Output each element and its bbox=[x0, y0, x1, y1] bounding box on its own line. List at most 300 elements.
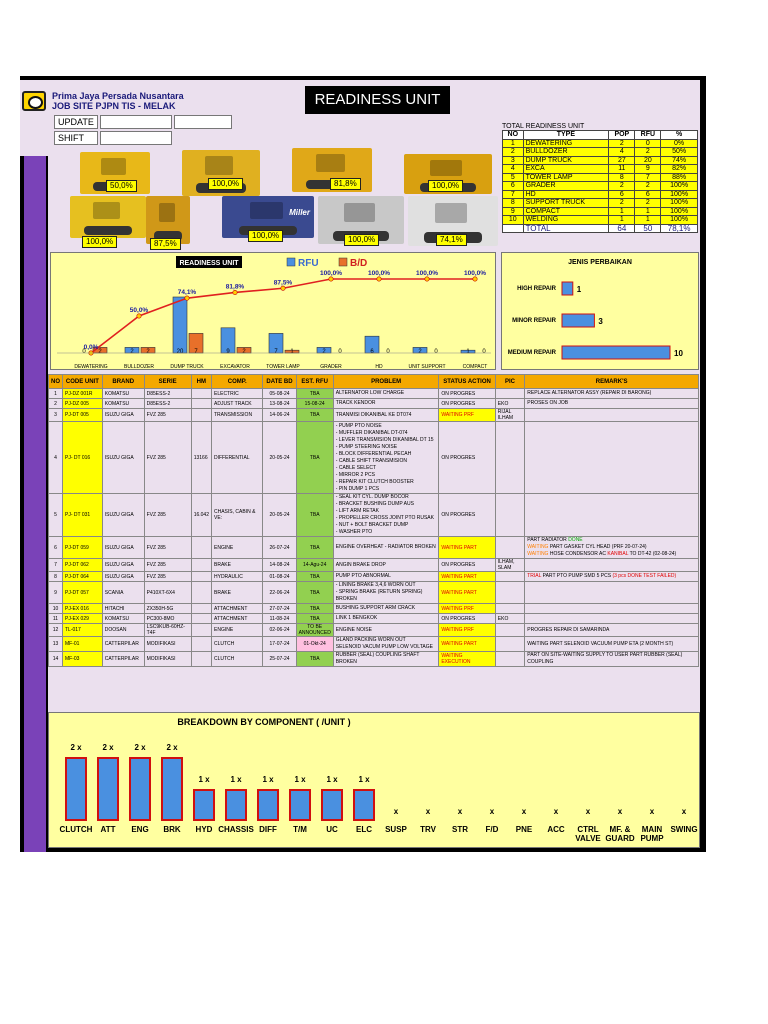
total-cell: 4 bbox=[503, 165, 524, 174]
component-count: 1 x bbox=[358, 775, 370, 784]
remark-text: PART RADIATOR bbox=[527, 537, 569, 544]
table-row bbox=[49, 537, 699, 559]
remark-text: REPLACE ALTERNATOR ASSY (REPAIR DI BARONG) bbox=[527, 390, 652, 396]
problem bbox=[333, 399, 439, 409]
unit-serie: PC300-8MO bbox=[144, 614, 191, 624]
remark-text: WAITING PART SELENOID VACUUM PUMP ETA (2 MONTH ST) bbox=[527, 640, 674, 647]
pic bbox=[495, 582, 524, 604]
total-cell: TOWER LAMP bbox=[523, 173, 609, 182]
total-cell: 4 bbox=[609, 148, 635, 157]
pic bbox=[495, 604, 524, 614]
remark-suffix: TO DT-42 (02-08-24) bbox=[628, 551, 677, 558]
component-bar-0 bbox=[65, 757, 87, 821]
component: CLUTCH bbox=[212, 637, 263, 652]
remark-line bbox=[527, 551, 696, 558]
total-cell: WELDING bbox=[523, 216, 609, 225]
component-count: 1 x bbox=[326, 775, 338, 784]
remarks bbox=[525, 559, 699, 572]
unit-hm bbox=[191, 389, 211, 399]
line-point bbox=[377, 277, 381, 281]
component-count: x bbox=[393, 807, 399, 816]
remarks bbox=[525, 409, 699, 422]
problem-line: - MIRROR 2 PCS bbox=[335, 471, 375, 478]
line-point-label: 74,1% bbox=[177, 289, 197, 297]
pic bbox=[495, 537, 524, 559]
remarks bbox=[525, 422, 699, 494]
est-rfu: TBA bbox=[296, 389, 333, 399]
table-header-cell: PROBLEM bbox=[333, 375, 439, 389]
page-title: READINESS UNIT bbox=[305, 86, 450, 114]
table-row bbox=[49, 409, 699, 422]
total-cell: COMPACT bbox=[523, 207, 609, 216]
pic bbox=[495, 389, 524, 399]
component: ELECTRIC bbox=[212, 389, 263, 399]
unit-brand: ISUZU GIGA bbox=[102, 559, 144, 572]
total-cell: 100% bbox=[661, 182, 698, 191]
total-cell: SUPPORT TRUCK bbox=[523, 199, 609, 208]
unit-code: PJ-DT 005 bbox=[63, 409, 103, 422]
status-action: ON PROGRES bbox=[439, 389, 495, 399]
table-header-cell: STATUS ACTION bbox=[439, 375, 495, 389]
date-bd: 11-08-24 bbox=[263, 614, 296, 624]
legend-swatch bbox=[339, 258, 347, 266]
component-count: x bbox=[617, 807, 623, 816]
welding-readiness-pct: 100,0% bbox=[248, 230, 283, 242]
unit-brand: ISUZU GIGA bbox=[102, 409, 144, 422]
total-cell: 0 bbox=[635, 139, 661, 148]
total-cell: 100% bbox=[661, 216, 698, 225]
remarks bbox=[525, 624, 699, 637]
line-point bbox=[137, 314, 141, 318]
total-header-cell: NO bbox=[503, 131, 524, 140]
status-action: ON PROGRES bbox=[439, 399, 495, 409]
hd-readiness-pct: 74,1% bbox=[436, 234, 467, 246]
total-cell: 1 bbox=[609, 207, 635, 216]
bar-value-label: 0 bbox=[434, 349, 438, 355]
readiness-chart bbox=[51, 253, 497, 371]
total-row bbox=[503, 173, 698, 182]
row-no: 5 bbox=[49, 494, 63, 537]
component-count: 1 x bbox=[198, 775, 210, 784]
total-cell: 2 bbox=[609, 182, 635, 191]
repair-bar-value: 1 bbox=[576, 285, 582, 294]
remark-line bbox=[527, 652, 696, 666]
total-header-row bbox=[503, 131, 698, 140]
component-label: DIFF bbox=[259, 825, 277, 834]
table-row bbox=[49, 614, 699, 624]
bar-value-label: 2 bbox=[98, 349, 102, 355]
status-action: WAITING PRF bbox=[439, 604, 495, 614]
remark-line bbox=[527, 390, 696, 397]
repair-bar-value: 3 bbox=[598, 317, 603, 326]
repair-bar-value: 10 bbox=[674, 349, 683, 358]
grader-readiness-pct: 100,0% bbox=[208, 178, 243, 190]
repair-bar-0 bbox=[562, 282, 573, 295]
date-bd: 20-05-24 bbox=[263, 422, 296, 494]
est-rfu: TBA bbox=[296, 572, 333, 582]
bar-value-label: 7 bbox=[194, 349, 198, 355]
component: CLUTCH bbox=[212, 652, 263, 667]
remark-highlight: KANIBAL bbox=[607, 551, 629, 558]
component-label: SWING bbox=[670, 825, 698, 834]
component: ENGINE bbox=[212, 537, 263, 559]
repair-type-chart bbox=[502, 253, 700, 371]
unit-brand: CATTERPILAR bbox=[102, 652, 144, 667]
total-row bbox=[503, 199, 698, 208]
total-cell: 20 bbox=[635, 156, 661, 165]
component-label: PNE bbox=[515, 825, 533, 834]
component: CHASIS, CABIN & VE: bbox=[212, 494, 263, 537]
unit-serie: FVZ 285 bbox=[144, 494, 191, 537]
unit-serie: FVZ 285 bbox=[144, 422, 191, 494]
component: ADJUST TRACK bbox=[212, 399, 263, 409]
repair-category-label: MEDIUM REPAIR bbox=[507, 350, 556, 356]
unit-code: MF-03 bbox=[63, 652, 103, 667]
problem-line: - PUMP PTO NOISE bbox=[335, 422, 382, 429]
row-no: 11 bbox=[49, 614, 63, 624]
unit-serie: FVZ 285 bbox=[144, 572, 191, 582]
total-cell: DEWATERING bbox=[523, 139, 609, 148]
unit-hm bbox=[191, 582, 211, 604]
unit-brand: KOMATSU bbox=[102, 389, 144, 399]
category-label: EXCAVATOR bbox=[220, 364, 250, 370]
component-label: CHASSIS bbox=[218, 825, 254, 834]
remarks bbox=[525, 389, 699, 399]
component-count: x bbox=[585, 807, 591, 816]
total-footer-cell: TOTAL bbox=[523, 224, 609, 233]
row-no: 1 bbox=[49, 389, 63, 399]
table-row bbox=[49, 604, 699, 614]
total-row bbox=[503, 165, 698, 174]
table-row bbox=[49, 422, 699, 494]
total-cell: GRADER bbox=[523, 182, 609, 191]
legend-label: RFU bbox=[298, 258, 319, 269]
unit-serie: FVZ 285 bbox=[144, 409, 191, 422]
total-cell: 1 bbox=[635, 216, 661, 225]
table-row bbox=[49, 624, 699, 637]
status-action: ON PROGRES bbox=[439, 614, 495, 624]
total-cell: 100% bbox=[661, 207, 698, 216]
component-count: 2 x bbox=[102, 743, 114, 752]
problem-line: - PUMP STEERING NOISE bbox=[335, 443, 398, 450]
problem bbox=[333, 572, 439, 582]
date-bd: 20-05-24 bbox=[263, 494, 296, 537]
remark-prefix: WAITING bbox=[527, 544, 550, 551]
unit-code: PJ-DZ 001R bbox=[63, 389, 103, 399]
problem-line: ENGINE NOISE bbox=[335, 626, 372, 633]
row-no: 2 bbox=[49, 399, 63, 409]
tower-lamp-readiness-pct: 87,5% bbox=[150, 238, 181, 250]
component-label: F/D bbox=[485, 825, 499, 834]
pic bbox=[495, 652, 524, 667]
problem bbox=[333, 582, 439, 604]
est-rfu: TBA bbox=[296, 604, 333, 614]
category-label: BULLDOZER bbox=[123, 364, 155, 370]
total-cell: 100% bbox=[661, 199, 698, 208]
table-header-cell: SERIE bbox=[144, 375, 191, 389]
repair-category-label: MINOR REPAIR bbox=[512, 318, 556, 324]
total-cell: 9 bbox=[503, 207, 524, 216]
unit-code: TL-017 bbox=[63, 624, 103, 637]
unit-hm: 13166 bbox=[191, 422, 211, 494]
bar-value-label: 0 bbox=[82, 349, 86, 355]
line-point-label: 81,8% bbox=[225, 283, 245, 291]
table-header-cell: COMP. bbox=[212, 375, 263, 389]
total-cell: 6 bbox=[635, 190, 661, 199]
update-field[interactable] bbox=[100, 115, 172, 129]
total-cell: 5 bbox=[503, 173, 524, 182]
shift-field[interactable] bbox=[100, 131, 172, 145]
component-label: CLUTCH bbox=[59, 825, 93, 834]
readiness-chart-panel bbox=[50, 252, 496, 370]
problem-line: - SEAL KIT CYL. DUMP BOCOR bbox=[335, 494, 409, 501]
unit-code: PJ-DT 064 bbox=[63, 572, 103, 582]
line-point bbox=[473, 277, 477, 281]
total-header-cell: TYPE bbox=[523, 131, 609, 140]
total-cell: 11 bbox=[609, 165, 635, 174]
problem bbox=[333, 537, 439, 559]
component: TRANSMISSION bbox=[212, 409, 263, 422]
unit-hm bbox=[191, 537, 211, 559]
table-header-cell: PIC bbox=[495, 375, 524, 389]
unit-brand: ISUZU GIGA bbox=[102, 422, 144, 494]
row-no: 6 bbox=[49, 537, 63, 559]
job-site: JOB SITE PJPN TIS - MELAK bbox=[52, 101, 176, 111]
status-action: ON PROGRES bbox=[439, 422, 495, 494]
line-point bbox=[233, 290, 237, 294]
unit-brand: HITACHI bbox=[102, 604, 144, 614]
problem bbox=[333, 604, 439, 614]
component: BRAKE bbox=[212, 559, 263, 572]
component-bar-2 bbox=[129, 757, 151, 821]
component-panel bbox=[48, 712, 700, 848]
component-label: HYD bbox=[195, 825, 213, 834]
est-rfu: TBA bbox=[296, 494, 333, 537]
problem-line: - WASHER PTO bbox=[335, 529, 373, 536]
total-cell: 50% bbox=[661, 148, 698, 157]
total-footer-row bbox=[503, 224, 698, 233]
problem-line: SELENOID VACUM PUMP LOW VOLTAGE bbox=[335, 644, 433, 651]
chart-title: READINESS UNIT bbox=[179, 260, 239, 267]
component-count: 2 x bbox=[166, 743, 178, 752]
unit-hm bbox=[191, 614, 211, 624]
remark-text: PROGRES REPAIR DI SAMARINDA bbox=[527, 626, 610, 633]
bar-value-label: 2 bbox=[418, 349, 422, 355]
unit-hm bbox=[191, 652, 211, 667]
est-rfu: TBA bbox=[296, 409, 333, 422]
unit-code: PJ-DZ 005 bbox=[63, 399, 103, 409]
unit-code: PJ-DT 057 bbox=[63, 582, 103, 604]
bar-value-label: 7 bbox=[274, 349, 278, 355]
date-bd: 26-07-24 bbox=[263, 537, 296, 559]
pic bbox=[495, 494, 524, 537]
problem-line: - PIN DUMP 1 PCS bbox=[335, 485, 380, 492]
breakdown-table bbox=[48, 374, 699, 667]
line-point-label: 100,0% bbox=[319, 270, 343, 277]
unit-brand: DOOSAN bbox=[102, 624, 144, 637]
component-count: x bbox=[521, 807, 527, 816]
status-action: WAITING PRF bbox=[439, 624, 495, 637]
bar-value-label: 2 bbox=[130, 349, 134, 355]
table-row bbox=[49, 389, 699, 399]
unit-serie: MODIFIKASI bbox=[144, 652, 191, 667]
unit-hm bbox=[191, 637, 211, 652]
total-cell: 1 bbox=[609, 216, 635, 225]
pic: EKO bbox=[495, 399, 524, 409]
total-cell: 3 bbox=[503, 156, 524, 165]
remark-line bbox=[527, 641, 696, 648]
line-point-label: 50,0% bbox=[129, 307, 149, 314]
problem-line: TRACK KENDOR bbox=[335, 400, 376, 406]
unit-code: MF-01 bbox=[63, 637, 103, 652]
problem-line: BUSHING SUPPORT ARM CRACK bbox=[335, 605, 416, 612]
category-label: UNIT SUPPORT bbox=[408, 364, 446, 370]
unit-hm bbox=[191, 572, 211, 582]
unit-code: PJ-EX 016 bbox=[63, 604, 103, 614]
date-bd: 22-06-24 bbox=[263, 582, 296, 604]
component-count: 2 x bbox=[70, 743, 82, 752]
component-bar-9 bbox=[353, 789, 375, 821]
legend-swatch bbox=[287, 258, 295, 266]
problem bbox=[333, 614, 439, 624]
total-cell: 8 bbox=[609, 173, 635, 182]
unit-brand: SCANIA bbox=[102, 582, 144, 604]
total-cell: 7 bbox=[635, 173, 661, 182]
component-bar-3 bbox=[161, 757, 183, 821]
unit-hm: 16.042 bbox=[191, 494, 211, 537]
total-cell: 88% bbox=[661, 173, 698, 182]
line-point-label: 87,5% bbox=[273, 279, 293, 287]
date-bd: 25-07-24 bbox=[263, 652, 296, 667]
remarks bbox=[525, 582, 699, 604]
remarks bbox=[525, 637, 699, 652]
component: DIFFERENTIAL bbox=[212, 422, 263, 494]
table-header-cell: EST. RFU bbox=[296, 375, 333, 389]
line-point-label: 100,0% bbox=[415, 270, 439, 277]
row-no: 13 bbox=[49, 637, 63, 652]
unit-brand: KOMATSU bbox=[102, 614, 144, 624]
remarks bbox=[525, 652, 699, 667]
component-label: ACC bbox=[547, 825, 565, 834]
line-point-label: 100,0% bbox=[463, 270, 487, 277]
table-row bbox=[49, 582, 699, 604]
table-header-cell: BRAND bbox=[102, 375, 144, 389]
row-no: 10 bbox=[49, 604, 63, 614]
unit-brand: ISUZU GIGA bbox=[102, 572, 144, 582]
update-field-2[interactable] bbox=[174, 115, 232, 129]
table-header-cell: REMARK'S bbox=[525, 375, 699, 389]
table-header-cell: NO bbox=[49, 375, 63, 389]
unit-code: PJ-EX 029 bbox=[63, 614, 103, 624]
remark-line bbox=[527, 537, 696, 544]
problem-line: ALTERNATOR LOW CHARGE bbox=[335, 390, 405, 396]
total-row bbox=[503, 207, 698, 216]
component-bar-4 bbox=[193, 789, 215, 821]
status-action: WAITING PART bbox=[439, 637, 495, 652]
total-cell: 0% bbox=[661, 139, 698, 148]
bar-value-label: 2 bbox=[146, 349, 150, 355]
excavator-readiness-pct: 81,8% bbox=[330, 178, 361, 190]
component-label: TRV bbox=[420, 825, 436, 834]
company-logo bbox=[22, 91, 46, 111]
problem-line: - NUT + BOLT BRACKET DUMP bbox=[335, 522, 409, 529]
est-rfu: 14-Agu-24 bbox=[296, 559, 333, 572]
component-label: ENG bbox=[131, 825, 149, 834]
repair-chart-title: JENIS PERBAIKAN bbox=[568, 259, 632, 266]
dump-truck-readiness-pct: 100,0% bbox=[428, 180, 463, 192]
problem-line: - LEVER TRANSMISION DIKANIBAL DT 15 bbox=[335, 436, 434, 443]
table-header-cell: DATE BD bbox=[263, 375, 296, 389]
bar-value-label: 1 bbox=[466, 349, 470, 355]
component-count: x bbox=[457, 807, 463, 816]
unit-code: PJ-DT 059 bbox=[63, 537, 103, 559]
repair-bar-1 bbox=[562, 314, 594, 327]
date-bd: 27-07-24 bbox=[263, 604, 296, 614]
unit-serie: LSC9KUB-60HZ-T4F bbox=[144, 624, 191, 637]
unit-serie: MODIFIKASI bbox=[144, 637, 191, 652]
component-bar-5 bbox=[225, 789, 247, 821]
row-no: 3 bbox=[49, 409, 63, 422]
row-no: 4 bbox=[49, 422, 63, 494]
remark-prefix: TRIAL bbox=[527, 573, 542, 580]
total-row bbox=[503, 216, 698, 225]
total-cell: 74% bbox=[661, 156, 698, 165]
component-count: 1 x bbox=[294, 775, 306, 784]
component: ATTACHMENT bbox=[212, 614, 263, 624]
side-stripe bbox=[24, 156, 46, 852]
remark-text: PART ON SITE-WAITING SUPPLY TO USER PART RUBBER (SEAL) COUPLING bbox=[527, 652, 683, 666]
component: ATTACHMENT bbox=[212, 604, 263, 614]
component-chart bbox=[49, 713, 701, 849]
status-action: WAITING PRF bbox=[439, 409, 495, 422]
support-truck-readiness-pct: 100,0% bbox=[344, 234, 379, 246]
component-count: 1 x bbox=[230, 775, 242, 784]
total-cell: 2 bbox=[635, 182, 661, 191]
bar-rfu-2 bbox=[173, 297, 187, 353]
total-cell: 9 bbox=[635, 165, 661, 174]
est-rfu: TO BE ANNOUNCED bbox=[296, 624, 333, 637]
line-point bbox=[329, 277, 333, 281]
total-row bbox=[503, 148, 698, 157]
total-cell: 27 bbox=[609, 156, 635, 165]
status-action: WAITING PART bbox=[439, 582, 495, 604]
total-readiness-title: TOTAL READINESS UNIT bbox=[502, 123, 585, 130]
component-label: ATT bbox=[100, 825, 116, 834]
est-rfu: TBA bbox=[296, 582, 333, 604]
component-count: 2 x bbox=[134, 743, 146, 752]
total-cell: 10 bbox=[503, 216, 524, 225]
unit-code: PJ- DT 016 bbox=[63, 422, 103, 494]
remark-prefix: WAITING bbox=[527, 551, 550, 558]
problem-line: ENGINE OVERHEAT - RADIATOR BROKEN bbox=[335, 544, 436, 551]
table-row bbox=[49, 399, 699, 409]
row-no: 7 bbox=[49, 559, 63, 572]
total-readiness-panel bbox=[502, 123, 698, 233]
problem bbox=[333, 624, 439, 637]
remark-line bbox=[527, 544, 696, 551]
pic bbox=[495, 624, 524, 637]
table-row bbox=[49, 494, 699, 537]
compactor-readiness-pct: 100,0% bbox=[82, 236, 117, 248]
problem-line: - BRACKET BUSHING DUMP AUS bbox=[335, 501, 414, 508]
problem bbox=[333, 422, 439, 494]
problem-line: TRANMISI DIKANIBAL KE DT074 bbox=[335, 411, 412, 418]
unit-code: PJ- DT 031 bbox=[63, 494, 103, 537]
component-label: BRK bbox=[163, 825, 181, 834]
line-point bbox=[185, 296, 189, 300]
remarks bbox=[525, 614, 699, 624]
repair-category-label: HIGH REPAIR bbox=[517, 286, 556, 292]
